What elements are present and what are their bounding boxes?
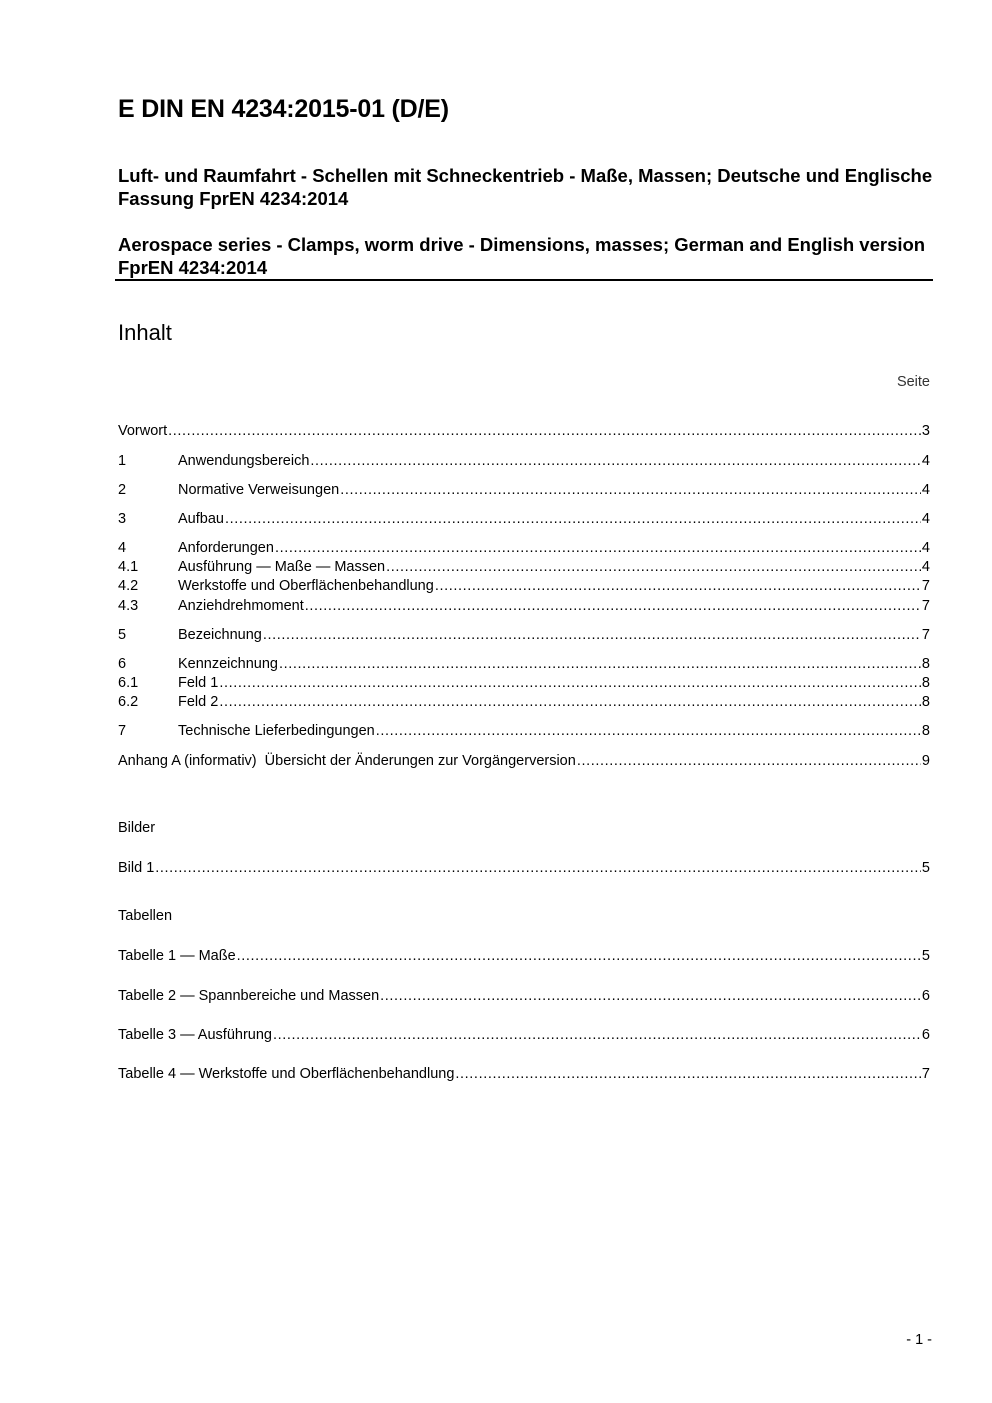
leader-dots: [219, 693, 921, 712]
leader-dots: [435, 577, 921, 596]
toc-entry-page: 4: [921, 453, 930, 469]
toc-entry-label: Anziehdrehmoment: [178, 598, 304, 614]
subtitle-german: Luft- und Raumfahrt - Schellen mit Schneckentrieb - Maße, Massen; Deutsche und Englische Fassung FprEN 4234:2014: [118, 165, 933, 209]
page-number: - 1 -: [906, 1332, 932, 1348]
toc-entry-page: 8: [921, 675, 930, 691]
table-entry-page: 7: [921, 1066, 930, 1082]
table-entry[interactable]: [118, 1065, 930, 1084]
toc-entry-label: Bezeichnung: [178, 627, 262, 643]
table-entry-label: Tabelle 2 — Spannbereiche und Massen: [118, 988, 380, 1004]
leader-dots: [376, 722, 921, 741]
title-divider: [115, 279, 933, 281]
toc-entry-number: 3: [118, 511, 127, 527]
toc-entry-label: Normative Verweisungen: [178, 482, 340, 498]
toc-entry-number: 6.1: [118, 675, 139, 691]
figure-entry-page: 5: [921, 860, 930, 876]
toc-heading: Inhalt: [118, 320, 172, 345]
leader-dots: [237, 947, 921, 966]
toc-entry[interactable]: [118, 558, 930, 577]
toc-entry-number: 1: [118, 453, 127, 469]
table-entry-label: Tabelle 3 — Ausführung: [118, 1027, 272, 1043]
toc-entry-label: Aufbau: [178, 511, 224, 527]
toc-entry-label: Ausführung — Maße — Massen: [178, 559, 386, 575]
toc-entry[interactable]: [118, 481, 930, 500]
toc-entry-number: 6: [118, 656, 127, 672]
toc-entry-number: 2: [118, 482, 127, 498]
toc-entry[interactable]: [118, 539, 930, 558]
toc-entry-page: 8: [921, 723, 930, 739]
leader-dots: [310, 452, 921, 471]
toc-entry[interactable]: [118, 597, 930, 616]
leader-dots: [225, 510, 921, 529]
leader-dots: [386, 558, 921, 577]
toc-entry-label: Technische Lieferbedingungen: [178, 723, 375, 739]
leader-dots: [279, 655, 921, 674]
leader-dots: [155, 859, 921, 878]
toc-entry-page: 7: [921, 578, 930, 594]
leader-dots: [455, 1065, 921, 1084]
toc-entry-page: 8: [921, 694, 930, 710]
toc-entry-number: 5: [118, 627, 127, 643]
figure-entry-label: Bild 1: [118, 860, 155, 876]
toc-entry-number: 4.1: [118, 559, 139, 575]
toc-entry-label: Vorwort: [118, 423, 168, 439]
table-entry-page: 6: [921, 1027, 930, 1043]
page-column-label: Seite: [896, 374, 930, 390]
leader-dots: [577, 752, 921, 771]
table-entry[interactable]: [118, 1026, 930, 1045]
toc-entry-label: Anforderungen: [178, 540, 274, 556]
toc-entry-page: 8: [921, 656, 930, 672]
toc-entry-page: 3: [921, 423, 930, 439]
leader-dots: [263, 626, 921, 645]
toc-entry[interactable]: [118, 674, 930, 693]
toc-entry[interactable]: [118, 655, 930, 674]
toc-entry-page: 4: [921, 540, 930, 556]
toc-entry[interactable]: [118, 510, 930, 529]
toc-entry[interactable]: [118, 422, 930, 441]
table-entry-page: 6: [921, 988, 930, 1004]
toc-entry[interactable]: [118, 752, 930, 771]
leader-dots: [273, 1026, 921, 1045]
toc-entry-label: Anhang A (informativ) Übersicht der Änderungen zur Vorgängerversion: [118, 753, 576, 769]
toc-entry-label: Werkstoffe und Oberflächenbehandlung: [178, 578, 434, 594]
toc-entry-label: Feld 2: [178, 694, 219, 710]
leader-dots: [305, 597, 921, 616]
toc-entry-page: 4: [921, 511, 930, 527]
leader-dots: [219, 674, 921, 693]
table-entry[interactable]: [118, 987, 930, 1006]
toc-entry-label: Kennzeichnung: [178, 656, 278, 672]
leader-dots: [380, 987, 921, 1006]
toc-entry-number: 4.3: [118, 598, 139, 614]
toc-entry[interactable]: [118, 693, 930, 712]
leader-dots: [340, 481, 921, 500]
toc-entry[interactable]: [118, 452, 930, 471]
toc-entry-page: 4: [921, 482, 930, 498]
toc-entry-number: 7: [118, 723, 127, 739]
leader-dots: [168, 422, 921, 441]
toc-entry-label: Anwendungsbereich: [178, 453, 310, 469]
toc-entry-number: 4: [118, 540, 127, 556]
toc-entry-page: 9: [921, 753, 930, 769]
leader-dots: [275, 539, 921, 558]
toc-entry-label: Feld 1: [178, 675, 219, 691]
table-entry-label: Tabelle 1 — Maße: [118, 948, 236, 964]
tables-heading: Tabellen: [118, 908, 173, 924]
table-entry-page: 5: [921, 948, 930, 964]
toc-entry-number: 6.2: [118, 694, 139, 710]
figure-entry[interactable]: [118, 859, 930, 878]
toc-entry-page: 7: [921, 627, 930, 643]
toc-entry[interactable]: [118, 722, 930, 741]
figures-heading: Bilder: [118, 820, 156, 836]
table-entry[interactable]: [118, 947, 930, 966]
subtitle-english: Aerospace series - Clamps, worm drive - Dimensions, masses; German and English version FprEN 4234:2014: [118, 234, 926, 278]
toc-entry[interactable]: [118, 626, 930, 645]
document-title: E DIN EN 4234:2015-01 (D/E): [118, 95, 449, 123]
toc-entry-number: 4.2: [118, 578, 139, 594]
table-entry-label: Tabelle 4 — Werkstoffe und Oberflächenbehandlung: [118, 1066, 455, 1082]
toc-entry[interactable]: [118, 577, 930, 596]
toc-entry-page: 7: [921, 598, 930, 614]
toc-entry-page: 4: [921, 559, 930, 575]
